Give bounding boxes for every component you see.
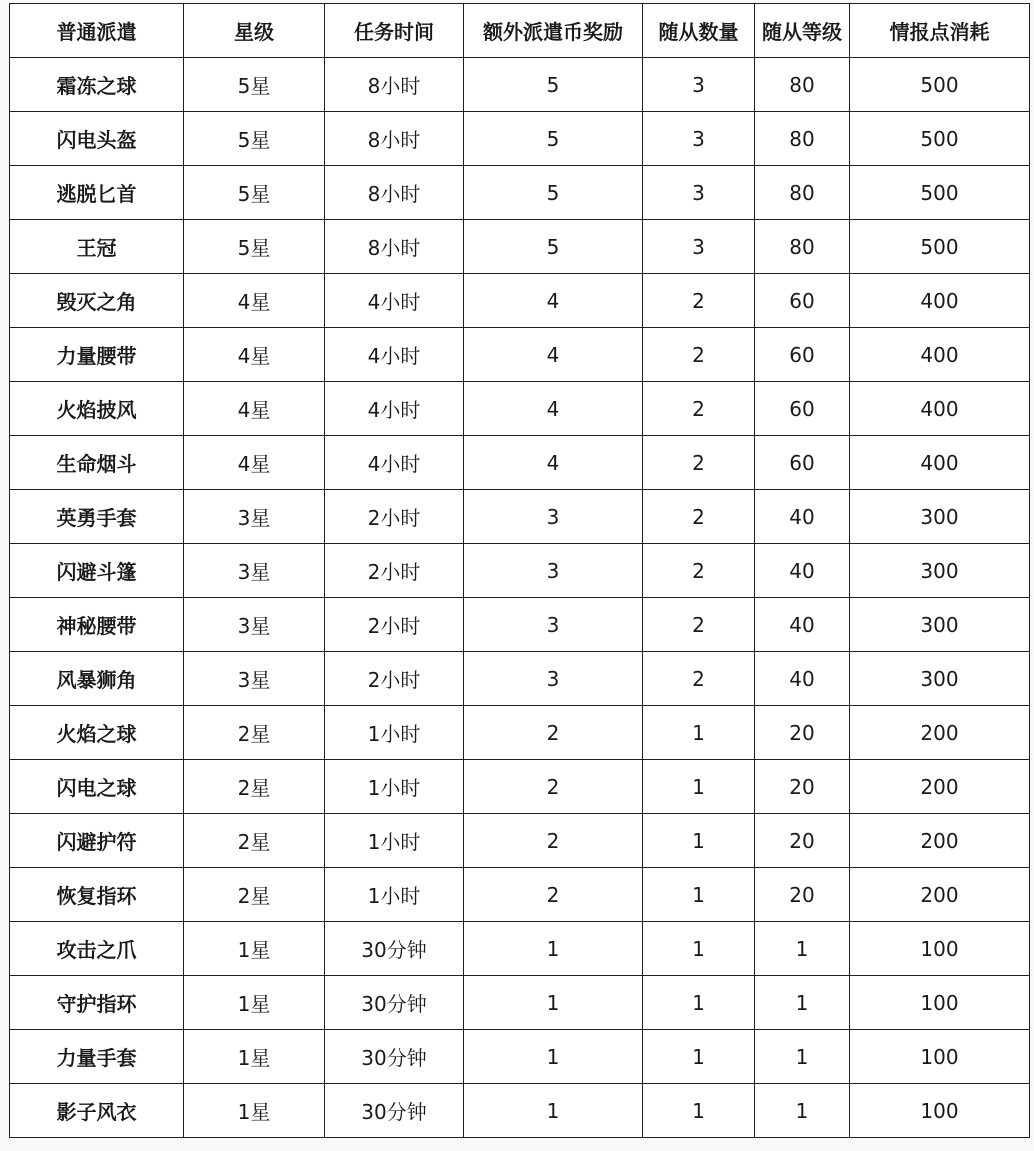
intel-cost-cell: 400 xyxy=(850,328,1030,382)
header-mission-time: 任务时间 xyxy=(325,4,464,58)
table-header-row xyxy=(10,4,1030,58)
follower-level-cell: 80 xyxy=(755,166,850,220)
table-row xyxy=(10,760,1030,814)
table-row xyxy=(10,598,1030,652)
extra-coin-cell: 1 xyxy=(464,922,643,976)
item-name-cell: 恢复指环 xyxy=(10,868,184,922)
extra-coin-cell: 1 xyxy=(464,1030,643,1084)
header-follower-count: 随从数量 xyxy=(643,4,755,58)
follower-count-cell: 1 xyxy=(643,1030,755,1084)
table-row xyxy=(10,1084,1030,1138)
intel-cost-cell: 100 xyxy=(850,976,1030,1030)
follower-count-cell: 1 xyxy=(643,706,755,760)
extra-coin-cell: 5 xyxy=(464,112,643,166)
table-row xyxy=(10,166,1030,220)
intel-cost-cell: 400 xyxy=(850,382,1030,436)
star-level-cell: 4星 xyxy=(184,382,325,436)
table-row xyxy=(10,922,1030,976)
star-level-cell: 5星 xyxy=(184,112,325,166)
intel-cost-cell: 400 xyxy=(850,436,1030,490)
star-level-cell: 3星 xyxy=(184,652,325,706)
intel-cost-cell: 200 xyxy=(850,706,1030,760)
follower-level-cell: 40 xyxy=(755,544,850,598)
table-row xyxy=(10,382,1030,436)
table-row xyxy=(10,58,1030,112)
follower-level-cell: 80 xyxy=(755,58,850,112)
follower-level-cell: 40 xyxy=(755,598,850,652)
table-row xyxy=(10,814,1030,868)
table-row xyxy=(10,274,1030,328)
follower-level-cell: 60 xyxy=(755,382,850,436)
extra-coin-cell: 5 xyxy=(464,58,643,112)
intel-cost-cell: 300 xyxy=(850,544,1030,598)
table-row xyxy=(10,490,1030,544)
follower-count-cell: 2 xyxy=(643,328,755,382)
mission-time-cell: 30分钟 xyxy=(325,976,464,1030)
follower-level-cell: 20 xyxy=(755,814,850,868)
intel-cost-cell: 500 xyxy=(850,166,1030,220)
intel-cost-cell: 300 xyxy=(850,490,1030,544)
follower-count-cell: 3 xyxy=(643,112,755,166)
extra-coin-cell: 2 xyxy=(464,868,643,922)
star-level-cell: 2星 xyxy=(184,706,325,760)
item-name-cell: 毁灭之角 xyxy=(10,274,184,328)
extra-coin-cell: 4 xyxy=(464,274,643,328)
mission-time-cell: 1小时 xyxy=(325,706,464,760)
star-level-cell: 2星 xyxy=(184,814,325,868)
star-level-cell: 4星 xyxy=(184,328,325,382)
dispatch-table xyxy=(9,3,1030,1138)
follower-level-cell: 20 xyxy=(755,760,850,814)
follower-count-cell: 3 xyxy=(643,166,755,220)
follower-level-cell: 80 xyxy=(755,220,850,274)
mission-time-cell: 8小时 xyxy=(325,220,464,274)
header-extra-coin-reward: 额外派遣币奖励 xyxy=(464,4,643,58)
mission-time-cell: 8小时 xyxy=(325,58,464,112)
item-name-cell: 逃脱匕首 xyxy=(10,166,184,220)
extra-coin-cell: 5 xyxy=(464,220,643,274)
mission-time-cell: 30分钟 xyxy=(325,1030,464,1084)
follower-count-cell: 1 xyxy=(643,1084,755,1138)
table-row xyxy=(10,1030,1030,1084)
item-name-cell: 英勇手套 xyxy=(10,490,184,544)
follower-level-cell: 40 xyxy=(755,652,850,706)
header-dispatch-name: 普通派遣 xyxy=(10,4,184,58)
intel-cost-cell: 100 xyxy=(850,1084,1030,1138)
star-level-cell: 5星 xyxy=(184,220,325,274)
follower-level-cell: 1 xyxy=(755,922,850,976)
mission-time-cell: 8小时 xyxy=(325,112,464,166)
mission-time-cell: 4小时 xyxy=(325,328,464,382)
intel-cost-cell: 300 xyxy=(850,652,1030,706)
extra-coin-cell: 4 xyxy=(464,382,643,436)
star-level-cell: 4星 xyxy=(184,274,325,328)
star-level-cell: 5星 xyxy=(184,58,325,112)
item-name-cell: 影子风衣 xyxy=(10,1084,184,1138)
intel-cost-cell: 500 xyxy=(850,58,1030,112)
table-row xyxy=(10,706,1030,760)
follower-level-cell: 60 xyxy=(755,274,850,328)
item-name-cell: 力量手套 xyxy=(10,1030,184,1084)
intel-cost-cell: 200 xyxy=(850,868,1030,922)
item-name-cell: 闪电之球 xyxy=(10,760,184,814)
follower-level-cell: 60 xyxy=(755,328,850,382)
item-name-cell: 风暴狮角 xyxy=(10,652,184,706)
intel-cost-cell: 100 xyxy=(850,922,1030,976)
header-intel-cost: 情报点消耗 xyxy=(850,4,1030,58)
table-row xyxy=(10,112,1030,166)
intel-cost-cell: 200 xyxy=(850,760,1030,814)
table-row xyxy=(10,652,1030,706)
mission-time-cell: 4小时 xyxy=(325,274,464,328)
star-level-cell: 5星 xyxy=(184,166,325,220)
extra-coin-cell: 5 xyxy=(464,166,643,220)
follower-count-cell: 3 xyxy=(643,58,755,112)
item-name-cell: 生命烟斗 xyxy=(10,436,184,490)
table-row xyxy=(10,436,1030,490)
follower-count-cell: 2 xyxy=(643,382,755,436)
header-star-level: 星级 xyxy=(184,4,325,58)
item-name-cell: 力量腰带 xyxy=(10,328,184,382)
intel-cost-cell: 500 xyxy=(850,112,1030,166)
mission-time-cell: 2小时 xyxy=(325,490,464,544)
star-level-cell: 3星 xyxy=(184,544,325,598)
extra-coin-cell: 1 xyxy=(464,976,643,1030)
mission-time-cell: 2小时 xyxy=(325,544,464,598)
intel-cost-cell: 200 xyxy=(850,814,1030,868)
item-name-cell: 守护指环 xyxy=(10,976,184,1030)
star-level-cell: 2星 xyxy=(184,760,325,814)
extra-coin-cell: 2 xyxy=(464,760,643,814)
mission-time-cell: 2小时 xyxy=(325,598,464,652)
follower-count-cell: 3 xyxy=(643,220,755,274)
follower-level-cell: 1 xyxy=(755,1084,850,1138)
table-row xyxy=(10,220,1030,274)
follower-count-cell: 2 xyxy=(643,652,755,706)
star-level-cell: 1星 xyxy=(184,922,325,976)
follower-count-cell: 2 xyxy=(643,436,755,490)
item-name-cell: 闪电头盔 xyxy=(10,112,184,166)
extra-coin-cell: 1 xyxy=(464,1084,643,1138)
follower-count-cell: 1 xyxy=(643,976,755,1030)
star-level-cell: 1星 xyxy=(184,1084,325,1138)
item-name-cell: 闪避斗篷 xyxy=(10,544,184,598)
star-level-cell: 3星 xyxy=(184,490,325,544)
item-name-cell: 攻击之爪 xyxy=(10,922,184,976)
extra-coin-cell: 2 xyxy=(464,706,643,760)
item-name-cell: 王冠 xyxy=(10,220,184,274)
table-row xyxy=(10,976,1030,1030)
follower-count-cell: 2 xyxy=(643,544,755,598)
follower-count-cell: 2 xyxy=(643,274,755,328)
follower-level-cell: 1 xyxy=(755,976,850,1030)
follower-count-cell: 1 xyxy=(643,922,755,976)
star-level-cell: 1星 xyxy=(184,1030,325,1084)
star-level-cell: 4星 xyxy=(184,436,325,490)
star-level-cell: 2星 xyxy=(184,868,325,922)
mission-time-cell: 4小时 xyxy=(325,382,464,436)
follower-count-cell: 1 xyxy=(643,868,755,922)
item-name-cell: 火焰披风 xyxy=(10,382,184,436)
item-name-cell: 火焰之球 xyxy=(10,706,184,760)
mission-time-cell: 4小时 xyxy=(325,436,464,490)
star-level-cell: 3星 xyxy=(184,598,325,652)
item-name-cell: 神秘腰带 xyxy=(10,598,184,652)
follower-level-cell: 60 xyxy=(755,436,850,490)
follower-level-cell: 20 xyxy=(755,706,850,760)
item-name-cell: 霜冻之球 xyxy=(10,58,184,112)
intel-cost-cell: 500 xyxy=(850,220,1030,274)
mission-time-cell: 1小时 xyxy=(325,868,464,922)
follower-count-cell: 2 xyxy=(643,490,755,544)
intel-cost-cell: 100 xyxy=(850,1030,1030,1084)
follower-level-cell: 1 xyxy=(755,1030,850,1084)
mission-time-cell: 1小时 xyxy=(325,760,464,814)
extra-coin-cell: 4 xyxy=(464,436,643,490)
star-level-cell: 1星 xyxy=(184,976,325,1030)
extra-coin-cell: 3 xyxy=(464,598,643,652)
extra-coin-cell: 4 xyxy=(464,328,643,382)
extra-coin-cell: 2 xyxy=(464,814,643,868)
follower-count-cell: 2 xyxy=(643,598,755,652)
follower-count-cell: 1 xyxy=(643,760,755,814)
table-row xyxy=(10,868,1030,922)
follower-level-cell: 80 xyxy=(755,112,850,166)
header-follower-level: 随从等级 xyxy=(755,4,850,58)
intel-cost-cell: 300 xyxy=(850,598,1030,652)
intel-cost-cell: 400 xyxy=(850,274,1030,328)
item-name-cell: 闪避护符 xyxy=(10,814,184,868)
mission-time-cell: 1小时 xyxy=(325,814,464,868)
extra-coin-cell: 3 xyxy=(464,544,643,598)
table-row xyxy=(10,544,1030,598)
extra-coin-cell: 3 xyxy=(464,652,643,706)
extra-coin-cell: 3 xyxy=(464,490,643,544)
mission-time-cell: 2小时 xyxy=(325,652,464,706)
mission-time-cell: 30分钟 xyxy=(325,1084,464,1138)
follower-level-cell: 40 xyxy=(755,490,850,544)
table-row xyxy=(10,328,1030,382)
mission-time-cell: 30分钟 xyxy=(325,922,464,976)
follower-level-cell: 20 xyxy=(755,868,850,922)
follower-count-cell: 1 xyxy=(643,814,755,868)
mission-time-cell: 8小时 xyxy=(325,166,464,220)
